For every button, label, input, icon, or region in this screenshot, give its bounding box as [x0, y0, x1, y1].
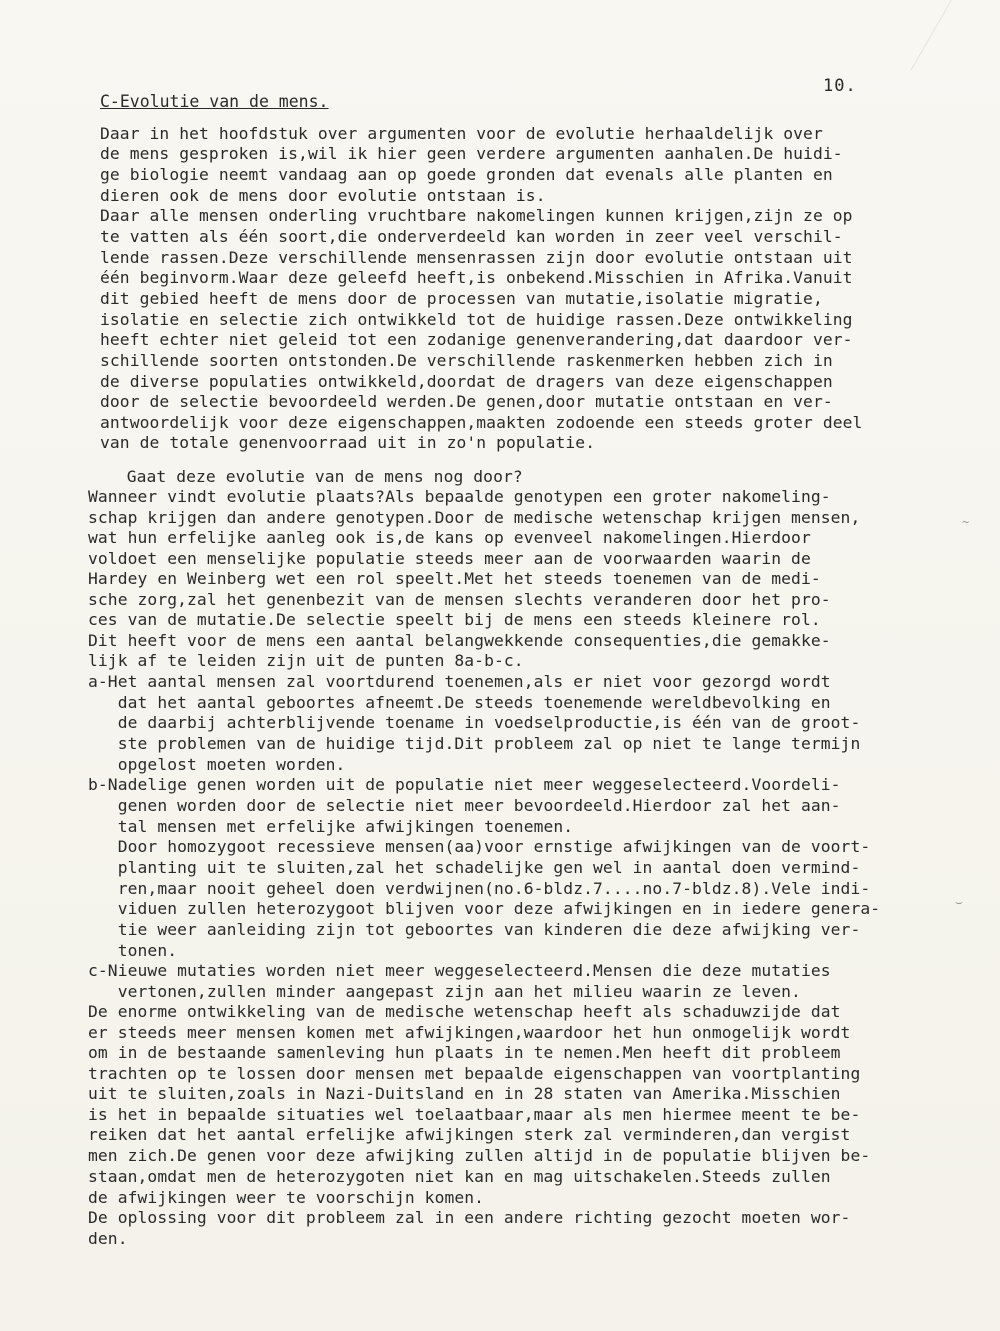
page-fold-corner — [911, 0, 1000, 70]
text-line: planting uit te sluiten,zal het schadelijke gen wel in aantal doen vermind- — [88, 858, 861, 877]
text-line: antwoordelijk voor deze eigenschappen,maakten zodoende een steeds groter deel — [100, 413, 863, 432]
text-line: tie weer aanleiding zijn tot geboortes van kinderen die deze afwijking ver- — [88, 920, 861, 939]
text-line: te vatten als één soort,die onderverdeeld kan worden in zeer veel verschil- — [100, 227, 843, 246]
text-line: ren,maar nooit geheel doen verdwijnen(no.6-bldz.7....no.7-bldz.8).Vele indi- — [88, 879, 871, 898]
text-line: heeft echter niet geleid tot een zodanige genenverandering,dat daardoor ver- — [100, 330, 853, 349]
text-line: de mens gesproken is,wil ik hier geen verdere argumenten aanhalen.De huidi- — [100, 144, 843, 163]
text-line: viduen zullen heterozygoot blijven voor deze afwijkingen en in iedere genera- — [88, 899, 881, 918]
text-line: men zich.De genen voor deze afwijking zullen altijd in de populatie blijven be- — [88, 1146, 871, 1165]
text-line: schillende soorten ontstonden.De verschillende raskenmerken hebben zich in — [100, 351, 833, 370]
margin-mark: ⌣ — [955, 895, 963, 909]
text-line: vertonen,zullen minder aangepast zijn aan het milieu waarin ze leven. — [88, 982, 801, 1001]
text-line: de afwijkingen weer te voorschijn komen. — [88, 1188, 485, 1207]
page-number: 10. — [823, 76, 857, 96]
text-line: voldoet een menselijke populatie steeds meer aan de voorwaarden waarin de — [88, 549, 811, 568]
text-line: genen worden door de selectie niet meer bevoordeeld.Hierdoor zal het aan- — [88, 796, 841, 815]
text-line: Gaat deze evolutie van de mens nog door? — [97, 467, 523, 486]
text-line: lende rassen.Deze verschillende mensenrassen zijn door evolutie ontstaan uit — [100, 248, 853, 267]
text-line: Dit heeft voor de mens een aantal belangwekkende consequenties,die gemakke- — [88, 631, 831, 650]
text-line: ces van de mutatie.De selectie speelt bij de mens een steeds kleinere rol. — [88, 610, 821, 629]
text-line: dieren ook de mens door evolutie ontstaan is. — [100, 186, 546, 205]
text-line: om in de bestaande samenleving hun plaats in te nemen.Men heeft dit probleem — [88, 1043, 841, 1062]
text-line: Door homozygoot recessieve mensen(aa)voor ernstige afwijkingen van de voort- — [88, 837, 871, 856]
text-line: De oplossing voor dit probleem zal in een andere richting gezocht moeten wor- — [88, 1208, 851, 1227]
text-line: schap krijgen dan andere genotypen.Door de medische wetenschap krijgen mensen, — [88, 508, 861, 527]
text-line: door de selectie bevoordeeld werden.De genen,door mutatie ontstaan en ver- — [100, 392, 833, 411]
text-line: b-Nadelige genen worden uit de populatie niet meer weggeselecteerd.Voordeli- — [88, 775, 841, 794]
margin-mark: ~ — [962, 515, 970, 529]
text-line: ste problemen van de huidige tijd.Dit probleem zal op niet te lange termijn — [88, 734, 861, 753]
text-line: tonen. — [88, 941, 178, 960]
text-line: is het in bepaalde situaties wel toelaatbaar,maar als men hiermee meent te be- — [88, 1105, 861, 1124]
text-line: tal mensen met erfelijke afwijkingen toenemen. — [88, 817, 574, 836]
text-line: c-Nieuwe mutaties worden niet meer weggeselecteerd.Mensen die deze mutaties — [88, 961, 831, 980]
text-line: ge biologie neemt vandaag aan op goede gronden dat evenals alle planten en — [100, 165, 833, 184]
text-line: staan,omdat men de heterozygoten niet kan en mag uitschakelen.Steeds zullen — [88, 1167, 831, 1186]
text-line: dit gebied heeft de mens door de processen van mutatie,isolatie migratie, — [100, 289, 823, 308]
text-line: uit te sluiten,zoals in Nazi-Duitsland en in 28 staten van Amerika.Misschien — [88, 1084, 841, 1103]
text-line: lijk af te leiden zijn uit de punten 8a-b-c. — [88, 651, 524, 670]
text-line: Hardey en Weinberg wet een rol speelt.Met het steeds toenemen van de medi- — [88, 569, 821, 588]
text-line: Daar in het hoofdstuk over argumenten voor de evolutie herhaaldelijk over — [100, 124, 823, 143]
text-line: trachten op te lossen door mensen met bepaalde eigenschappen van voortplanting — [88, 1064, 861, 1083]
section-heading: C-Evolutie van de mens. — [100, 92, 329, 111]
text-line: De enorme ontwikkeling van de medische wetenschap heeft als schaduwzijde dat — [88, 1002, 841, 1021]
text-line: reiken dat het aantal erfelijke afwijkingen sterk zal verminderen,dan vergist — [88, 1125, 851, 1144]
text-line: van de totale genenvoorraad uit in zo'n populatie. — [100, 433, 596, 452]
text-line: isolatie en selectie zich ontwikkeld tot de huidige rassen.Deze ontwikkeling — [100, 310, 853, 329]
text-line: de daarbij achterblijvende toename in voedselproductie,is één van de groot- — [88, 713, 861, 732]
text-line: er steeds meer mensen komen met afwijkingen,waardoor het hun onmogelijk wordt — [88, 1023, 851, 1042]
text-line: één beginvorm.Waar deze geleefd heeft,is onbekend.Misschien in Afrika.Vanuit — [100, 268, 853, 287]
text-line: den. — [88, 1229, 128, 1248]
text-line: Wanneer vindt evolutie plaats?Als bepaalde genotypen een groter nakomeling- — [88, 487, 831, 506]
text-line: dat het aantal geboortes afneemt.De steeds toenemende wereldbevolking en — [88, 693, 831, 712]
text-line: a-Het aantal mensen zal voortdurend toenemen,als er niet voor gezorgd wordt — [88, 672, 831, 691]
text-line: de diverse populaties ontwikkeld,doordat de dragers van deze eigenschappen — [100, 372, 833, 391]
text-line: sche zorg,zal het genenbezit van de mensen slechts veranderen door het pro- — [88, 590, 831, 609]
text-line: opgelost moeten worden. — [88, 755, 346, 774]
text-line: Daar alle mensen onderling vruchtbare nakomelingen kunnen krijgen,zijn ze op — [100, 206, 853, 225]
text-line: wat hun erfelijke aanleg ook is,de kans op evenveel nakomelingen.Hierdoor — [88, 528, 811, 547]
